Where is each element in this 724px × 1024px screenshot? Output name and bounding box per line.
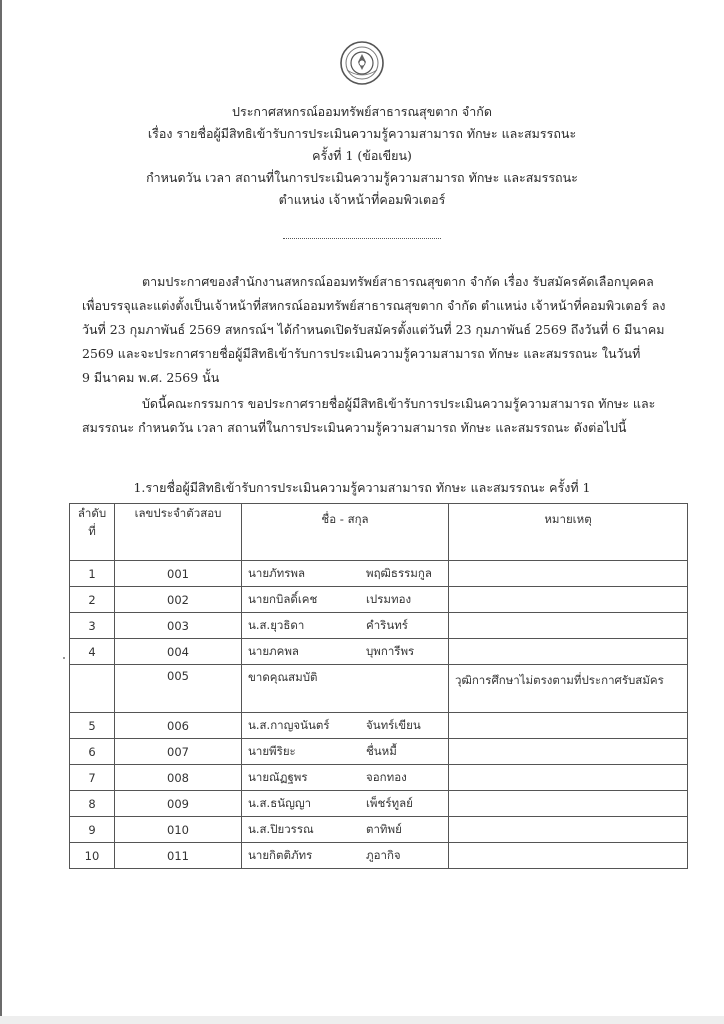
cell-exam-id: 011	[115, 843, 242, 869]
table-caption: 1.รายชื่อผู้มีสิทธิเข้ารับการประเมินความรู้ความสามารถ ทักษะ และสมรรถนะ ครั้งที่ 1	[133, 480, 591, 495]
cell-name	[242, 587, 449, 613]
cell-remark	[449, 587, 688, 613]
cell-exam-id: 002	[115, 587, 242, 613]
header-order-line1: ลำดับ	[77, 506, 107, 520]
cell-remark: วุฒิการศึกษาไม่ตรงตามที่ประกาศรับสมัคร	[449, 665, 688, 713]
last-name: จันทร์เขียน	[366, 717, 421, 732]
table-row	[70, 613, 688, 639]
scan-speck	[63, 657, 65, 659]
cell-order: 9	[70, 817, 115, 843]
cell-exam-id: 001	[115, 561, 242, 587]
first-name: นายกบิลดิ์เคช	[248, 591, 318, 606]
paragraph-line: เพื่อบรรจุและแต่งตั้งเป็นเจ้าหน้าที่สหกรณ์ออมทรัพย์สาธารณสุขตาก จำกัด ตำแหน่ง เจ้าหน้าที่คอมพิวเตอร์ ลง	[82, 298, 666, 313]
cell-remark	[449, 639, 688, 665]
candidates-table	[69, 503, 688, 869]
cell-remark	[449, 843, 688, 869]
cell-order: 7	[70, 765, 115, 791]
header-order	[70, 504, 115, 561]
cell-remark	[449, 817, 688, 843]
table-row	[70, 739, 688, 765]
cell-order: 4	[70, 639, 115, 665]
cell-name	[242, 613, 449, 639]
cell-name	[242, 713, 449, 739]
disqualified-label: ขาดคุณสมบัติ	[248, 670, 318, 684]
cell-name	[242, 665, 449, 713]
header-exam-id: เลขประจำตัวสอบ	[115, 504, 242, 561]
first-name: นายภคพล	[248, 643, 299, 658]
paragraph-line: สมรรถนะ กำหนดวัน เวลา สถานที่ในการประเมินความรู้ความสามารถ ทักษะ และสมรรถนะ ดังต่อไปนี้	[82, 420, 627, 435]
table-row	[70, 713, 688, 739]
cell-exam-id: 003	[115, 613, 242, 639]
first-name: น.ส.ปิยวรรณ	[248, 821, 314, 836]
cell-order: 2	[70, 587, 115, 613]
paragraph-line: 2569 และจะประกาศรายชื่อผู้มีสิทธิเข้ารับการประเมินความรู้ความสามารถ ทักษะ และสมรรถนะ ในวันที่	[82, 346, 641, 361]
first-name: น.ส.ธนัญญา	[248, 795, 312, 810]
table-row	[70, 587, 688, 613]
cell-name	[242, 561, 449, 587]
cell-order: 10	[70, 843, 115, 869]
cell-exam-id: 007	[115, 739, 242, 765]
first-name: นายณัฏฐพร	[248, 769, 308, 784]
cell-remark	[449, 791, 688, 817]
last-name: พฤฒิธรรมกูล	[366, 565, 432, 580]
header-remark: หมายเหตุ	[449, 504, 688, 561]
cell-remark	[449, 613, 688, 639]
table-row-disqualified	[70, 665, 688, 713]
cell-exam-id: 009	[115, 791, 242, 817]
cell-name	[242, 639, 449, 665]
paragraph-line: บัดนี้คณะกรรมการ ขอประกาศรายชื่อผู้มีสิทธิเข้ารับการประเมินความรู้ความสามารถ ทักษะ และ	[142, 396, 656, 411]
cell-order: 1	[70, 561, 115, 587]
cell-exam-id: 008	[115, 765, 242, 791]
cell-remark	[449, 713, 688, 739]
first-name: นายภัทรพล	[248, 565, 306, 580]
first-name: นายพีริยะ	[248, 743, 296, 758]
first-name: น.ส.กาญจนันตร์	[248, 717, 330, 732]
cell-order: 3	[70, 613, 115, 639]
header-order-line2: ที่	[88, 524, 96, 538]
last-name: ตาทิพย์	[366, 821, 402, 836]
table-row	[70, 817, 688, 843]
scan-edge-bottom	[0, 1016, 724, 1024]
last-name: ภูอากิจ	[366, 847, 401, 862]
cell-exam-id: 004	[115, 639, 242, 665]
paragraph-line: วันที่ 23 กุมภาพันธ์ 2569 สหกรณ์ฯ ได้กำหนดเปิดรับสมัครตั้งแต่วันที่ 23 กุมภาพันธ์ 2569 ถึงวันที่ 6 มีนาคม	[82, 322, 665, 337]
last-name: คำรินทร์	[366, 617, 408, 632]
cell-order: 6	[70, 739, 115, 765]
table-row	[70, 765, 688, 791]
cell-name	[242, 843, 449, 869]
paragraph-line: 9 มีนาคม พ.ศ. 2569 นั้น	[82, 370, 220, 385]
cell-exam-id: 010	[115, 817, 242, 843]
last-name: เปรมทอง	[366, 591, 412, 606]
table-row	[70, 561, 688, 587]
cell-name	[242, 739, 449, 765]
header-name: ชื่อ - สกุล	[242, 504, 449, 561]
cell-remark	[449, 739, 688, 765]
last-name: จอกทอง	[366, 769, 407, 784]
cell-exam-id: 006	[115, 713, 242, 739]
announcement-position: ตำแหน่ง เจ้าหน้าที่คอมพิวเตอร์	[278, 192, 446, 207]
cell-remark	[449, 765, 688, 791]
dotted-separator	[283, 238, 441, 239]
announcement-subject: เรื่อง รายชื่อผู้มีสิทธิเข้ารับการประเมินความรู้ความสามารถ ทักษะ และสมรรถนะ	[147, 126, 577, 141]
announcement-schedule-line: กำหนดวัน เวลา สถานที่ในการประเมินความรู้ความสามารถ ทักษะ และสมรรถนะ	[146, 170, 578, 185]
last-name: เพ็ชร์ทูลย์	[366, 795, 413, 810]
table-row	[70, 791, 688, 817]
announcement-round: ครั้งที่ 1 (ข้อเขียน)	[312, 148, 412, 163]
cell-order: 5	[70, 713, 115, 739]
table-row	[70, 843, 688, 869]
cell-name	[242, 817, 449, 843]
cell-name	[242, 765, 449, 791]
cell-order: 8	[70, 791, 115, 817]
last-name: บุพการีพร	[366, 643, 415, 658]
cell-exam-id: 005	[115, 665, 242, 713]
cell-remark	[449, 561, 688, 587]
cooperative-seal-logo	[339, 40, 385, 86]
table-header-row	[70, 504, 688, 561]
announcement-title: ประกาศสหกรณ์ออมทรัพย์สาธารณสุขตาก จำกัด	[232, 104, 492, 119]
table-row	[70, 639, 688, 665]
first-name: นายกิตติภัทร	[248, 847, 313, 862]
first-name: น.ส.ยุวธิดา	[248, 617, 305, 632]
cell-name	[242, 791, 449, 817]
last-name: ชื่นหมื้	[366, 743, 397, 758]
paragraph-line: ตามประกาศของสำนักงานสหกรณ์ออมทรัพย์สาธารณสุขตาก จำกัด เรื่อง รับสมัครคัดเลือกบุคคล	[142, 274, 654, 289]
cell-order	[70, 665, 115, 713]
